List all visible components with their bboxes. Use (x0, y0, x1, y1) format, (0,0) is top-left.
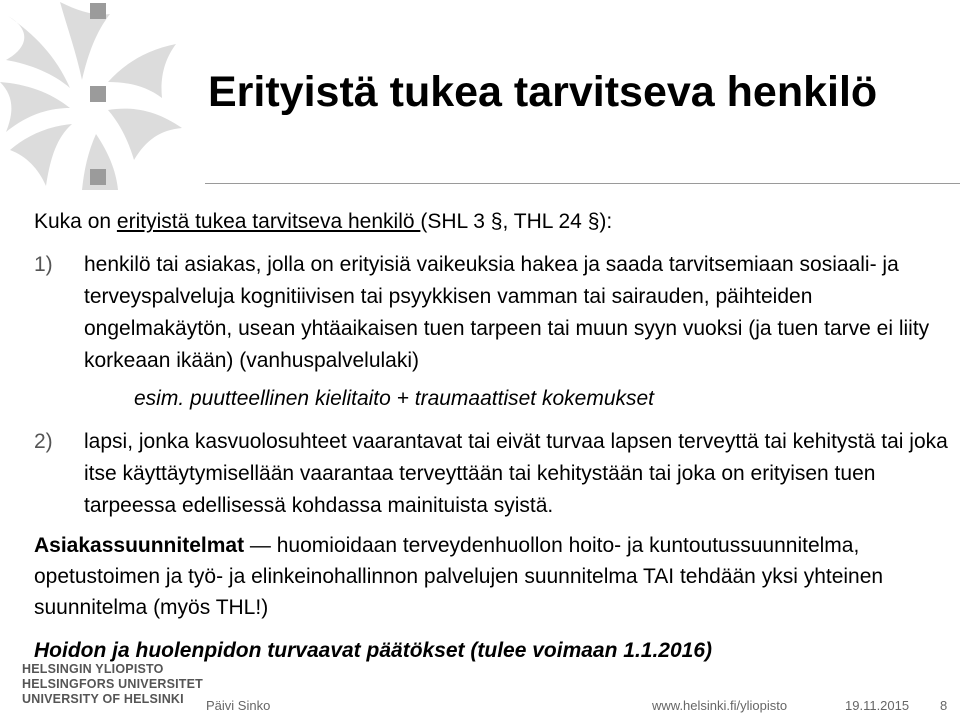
footer-date: 19.11.2015 (845, 698, 910, 713)
intro-line (34, 206, 954, 238)
example-note: esim. puutteellinen kielitaito + traumaattiset kokemukset (134, 387, 655, 410)
list-item (34, 249, 954, 377)
decision-line: Hoidon ja huolenpidon turvaavat päätökset (tulee voimaan 1.1.2016) (34, 639, 712, 662)
list-text: henkilö tai asiakas, jolla on erityisiä vaikeuksia hakea ja saada tarvitsemiaan sosiaali- ja terveyspalveluja kognitiivisen tai psyykkisen vamman tai sairauden, päihteiden ongelmakäytön, usean yhtäaikaisen tuen tarpeen tai muun syyn vuoksi (ja tuen tarve ei liity korkeaan ikään) (vanhuspalvelulaki) (84, 253, 930, 372)
footer-author: Päivi Sinko (206, 698, 271, 713)
page-number: 8 (940, 698, 948, 713)
flame-logo-icon (0, 0, 200, 190)
plan-paragraph (34, 530, 954, 623)
list-item (34, 426, 954, 522)
list-text: lapsi, jonka kasvuolosuhteet vaarantavat tai eivät turvaa lapsen terveyttä tai kehitystä tai joka itse käyttäytymisellään vaarantaa terveyttään tai kehitystään tai joka on erityisen tuen tarpeessa edellisessä kohdassa mainituista syistä. (84, 430, 948, 517)
footer-url[interactable]: www.helsinki.fi/yliopisto (652, 698, 788, 713)
wordmark-line: HELSINGIN YLIOPISTO (22, 662, 164, 676)
intro-prefix: Kuka on (34, 210, 117, 233)
plan-heading: Asiakassuunnitelmat (34, 534, 245, 557)
list-number: 1) (34, 253, 53, 276)
slide-body (34, 206, 954, 667)
plan-text: — huomioidaan terveydenhuollon hoito- ja kuntoutussuunnitelma, opetustoimen ja työ- ja elinkeinohallinnon palvelujen suunnitelma TAI tehdään yksi yhteinen suunnitelma (myös THL!) (34, 534, 884, 619)
wordmark-line: UNIVERSITY OF HELSINKI (22, 692, 184, 706)
title-divider (205, 183, 960, 184)
university-wordmark (22, 662, 203, 707)
list-number: 2) (34, 430, 53, 453)
wordmark-line: HELSINGFORS UNIVERSITET (22, 677, 204, 691)
slide-title: Erityistä tukea tarvitseva henkilö (208, 68, 878, 116)
intro-link[interactable]: erityistä tukea tarvitseva henkilö (116, 210, 421, 233)
intro-suffix: (SHL 3 §, THL 24 §): (420, 210, 613, 233)
